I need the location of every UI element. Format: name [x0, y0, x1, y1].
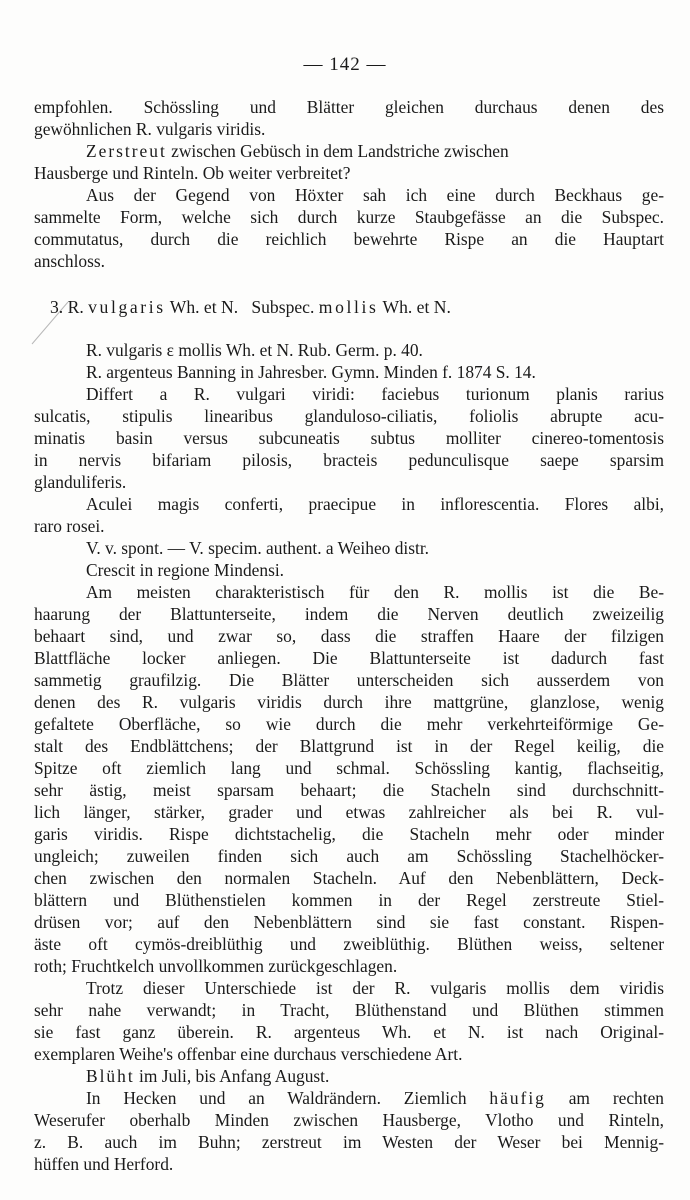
text-line: Hausberge und Rinteln. Ob weiter verbreitet? — [34, 163, 351, 183]
synonyms — [34, 339, 664, 383]
text-fragment: zwischen Gebüsch in dem Landstriche zwischen — [166, 141, 509, 161]
text-line: gewöhnlichen R. vulgaris viridis. — [34, 119, 266, 139]
text-line: exemplaren Weihe's offenbar eine durchaus verschiedene Art. — [34, 1044, 463, 1064]
text-line: in nervis bifariam pilosis, bracteis pedunculisque saepe sparsim — [34, 450, 664, 470]
text-line: gefaltete Oberfläche, so wie durch die mehr verkehrteiförmige Ge- — [34, 714, 664, 734]
section-heading — [50, 296, 670, 318]
text-fragment: In Hecken und an Waldrändern. Ziemlich — [86, 1088, 490, 1108]
text-line: denen des R. vulgaris viridis durch ihre mattgrüne, glanzlose, wenig — [34, 692, 664, 712]
page-number: — 142 — — [303, 54, 387, 75]
text-fragment: im Juli, bis Anfang August. — [134, 1066, 330, 1086]
text-line: ungleich; zuweilen finden sich auch am Schössling Stachelhöcker- — [34, 846, 664, 866]
spaced-word: Zerstreut — [86, 141, 167, 161]
synonym-line: R. argenteus Banning in Jahresber. Gymn. Minden f. 1874 S. 14. — [86, 362, 536, 382]
text-line — [34, 1065, 664, 1087]
text-line: lich länger, stärker, grader und etwas zahlreicher als bei R. vul- — [34, 802, 664, 822]
text-line: sie fast ganz überein. R. argenteus Wh. et N. ist nach Original- — [34, 1022, 664, 1042]
text-line: raro rosei. — [34, 516, 105, 536]
paragraph-description — [34, 581, 664, 977]
text-line: Aculei magis conferti, praecipue in inflorescentia. Flores albi, — [86, 494, 664, 514]
subspec-author: Wh. et N. — [382, 297, 451, 317]
text-line: sulcatis, stipulis linearibus glanduloso-ciliatis, foliolis abrupte acu- — [34, 406, 664, 426]
latin-diagnosis — [34, 383, 664, 493]
paragraph-distribution — [34, 140, 664, 184]
text-line: sehr nahe verwandt; in Tracht, Blüthenstand und Blüthen stimmen — [34, 1000, 664, 1020]
text-line: stalt des Endblättchens; der Blattgrund ist in der Regel keilig, die — [34, 736, 664, 756]
text-line: sammelte Form, welche sich durch kurze Staubgefässe an die Subspec. — [34, 207, 664, 227]
text-line: hüffen und Herford. — [34, 1154, 174, 1174]
text-line: drüsen vor; auf den Nebenblättern sind sie fast constant. Rispen- — [34, 912, 664, 932]
text-line: sehr ästig, meist sparsam behaart; die Stacheln sind durchschnitt- — [34, 780, 664, 800]
text-line: Spitze oft ziemlich lang und schmal. Schössling kantig, flachseitig, — [34, 758, 664, 778]
text-line: äste oft cymös-dreiblüthig und zweiblüthig. Blüthen weiss, seltener — [34, 934, 664, 954]
species-name: vulgaris — [88, 297, 166, 317]
text-line: chen zwischen den normalen Stacheln. Auf den Nebenblättern, Deck- — [34, 868, 664, 888]
text-line: V. v. spont. — V. specim. authent. a Weiheo distr. — [86, 538, 430, 558]
text-line: Trotz dieser Unterschiede ist der R. vulgaris mollis dem viridis — [86, 978, 664, 998]
section-number: 3. — [50, 297, 64, 317]
spaced-word: häufig — [489, 1088, 546, 1108]
subspec-name: mollis — [318, 297, 379, 317]
paragraph-flowering — [34, 1065, 664, 1087]
text-line: minatis basin versus subcuneatis subtus molliter cinereo-tomentosis — [34, 428, 664, 448]
text-line: haarung der Blattunterseite, indem die Nerven deutlich zweizeilig — [34, 604, 664, 624]
text-line — [34, 1087, 664, 1109]
latin-specimen — [34, 537, 664, 581]
text-line: glanduliferis. — [34, 472, 127, 492]
text-line: sammetig graufilzig. Die Blätter unterscheiden sich ausserdem von — [34, 670, 664, 690]
text-line: roth; Fruchtkelch unvollkommen zurückgeschlagen. — [34, 956, 398, 976]
text-line: Blattfläche locker anliegen. Die Blattunterseite ist dadurch fast — [34, 648, 664, 668]
text-line: garis viridis. Rispe dichtstachelig, die Stacheln mehr oder minder — [34, 824, 664, 844]
text-line — [34, 140, 664, 162]
text-line: z. B. auch im Buhn; zerstreut im Westen der Weser bei Mennig- — [34, 1132, 664, 1152]
paragraph-hoexter — [34, 184, 664, 272]
paragraph-continuation — [34, 96, 664, 140]
latin-aculei — [34, 493, 664, 537]
text-line: Differt a R. vulgari viridi: faciebus turionum planis rarius — [86, 384, 664, 404]
species-author: Wh. et N. — [169, 297, 239, 317]
text-line: Am meisten charakteristisch für den R. mollis ist die Be- — [86, 582, 664, 602]
text-fragment: am rechten — [545, 1088, 664, 1108]
species-prefix: R. — [67, 297, 84, 317]
subspec-label: Subspec. — [251, 297, 315, 317]
spaced-word: Blüht — [86, 1066, 135, 1086]
text-line: behaart sind, und zwar so, dass die straffen Haare der filzigen — [34, 626, 664, 646]
paragraph-comparison — [34, 977, 664, 1065]
synonym-line: R. vulgaris ε mollis Wh. et N. Rub. Germ. p. 40. — [86, 340, 423, 360]
text-line: commutatus, durch die reichlich bewehrte Rispe an die Hauptart — [34, 229, 664, 249]
paragraph-habitat — [34, 1087, 664, 1175]
text-line: empfohlen. Schössling und Blätter gleichen durchaus denen des — [34, 97, 664, 117]
text-line: Crescit in regione Mindensi. — [86, 560, 285, 580]
text-line: Aus der Gegend von Höxter sah ich eine durch Beckhaus ge- — [86, 185, 664, 205]
text-line: Weserufer oberhalb Minden zwischen Hausberge, Vlotho und Rinteln, — [34, 1110, 664, 1130]
text-line: blättern und Blüthenstielen kommen in der Regel zerstreute Stiel- — [34, 890, 664, 910]
text-line: anschloss. — [34, 251, 106, 271]
